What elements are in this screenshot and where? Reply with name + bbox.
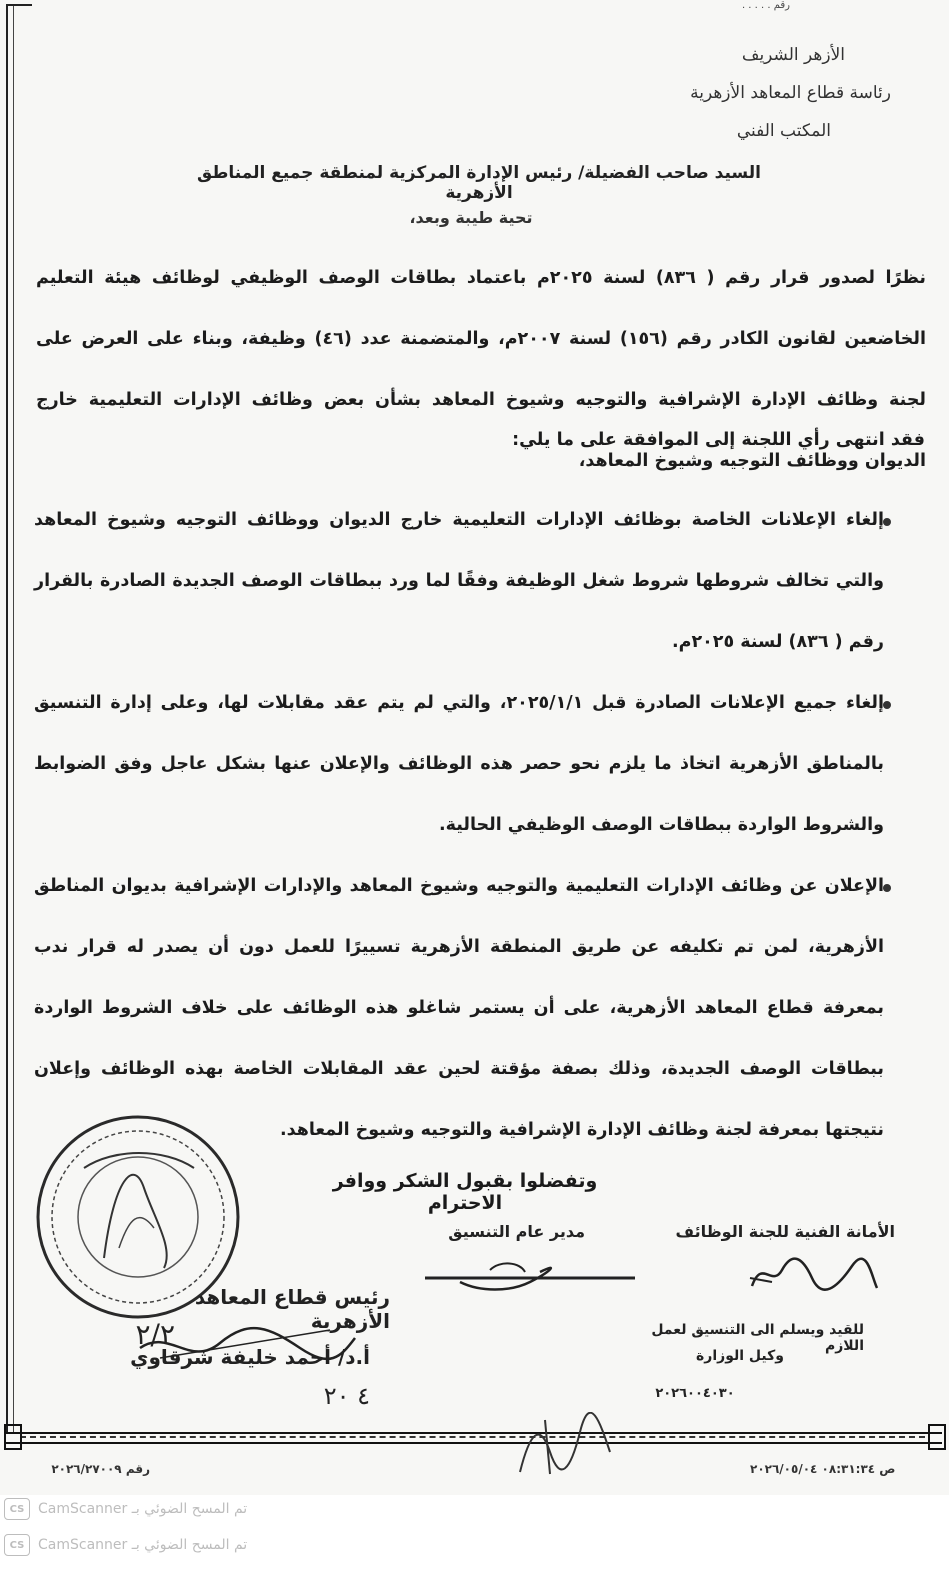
referral-note-line-1: للقيد ويسلم الى التنسيق لعمل اللازم — [651, 1322, 864, 1354]
page-border-top-tick — [6, 4, 32, 20]
camscanner-logo-icon: CS — [4, 1498, 30, 1520]
bullet-item-1: إلغاء الإعلانات الخاصة بوظائف الإدارات التعليمية خارج الديوان ووظائف التوجيه وشيوخ المعاهد والتي تخالف شروطها شروط شغل الوظيفة وفقًا لما ورد ببطاقات الوصف الجديدة الصادرة بالقرار رقم ( ٨٣٦) لسنة ٢٠٢٥م. — [34, 510, 884, 652]
referral-note-line-2: وكيل الوزارة — [696, 1348, 784, 1364]
handwritten-date-left: ٢/٢ — [135, 1318, 175, 1351]
letterhead-line-3: المكتب الفني — [736, 121, 831, 141]
intro-paragraph: نظرًا لصدور قرار رقم ( ٨٣٦) لسنة ٢٠٢٥م باعتماد بطاقات الوصف الوظيفي لوظائف هيئة التعليم الخاضعين لقانون الكادر رقم (١٥٦) لسنة ٢٠٠٧م، والمتضمنة عدد (٤٦) وظيفة، وبناء على العرض على لجنة وظائف الإدارة الإشرافية والتوجيه وشيوخ المعاهد بشأن بعض وظائف الإدارات التعليمية خارج الديوان ووظائف التوجيه وشيوخ المعاهد، — [36, 268, 926, 471]
page-border-left — [6, 4, 14, 1434]
letterhead-line-1: الأزهر الشريف — [741, 45, 845, 65]
footer-timestamp: ص ٠٨:٣١:٣٤ ٢٠٢٦/٠٥/٠٤ — [750, 1462, 896, 1476]
handwritten-number: ٤ ٢٠ — [323, 1382, 370, 1410]
camscanner-watermark-2 — [4, 1530, 304, 1560]
camscanner-text-2: تم المسح الضوئي بـ CamScanner — [38, 1537, 248, 1553]
letterhead — [631, 36, 891, 150]
coordination-director-title: مدير عام التنسيق — [448, 1222, 585, 1241]
bullet-item-2: إلغاء جميع الإعلانات الصادرة قبل ٢٠٢٥/١/١، والتي لم يتم عقد مقابلات لها، وعلى إدارة التنسيق بالمناطق الأزهرية اتخاذ ما يلزم نحو حصر هذه الوظائف والإعلان عنها بشكل عاجل وفق الضوابط والشروط الواردة ببطاقات الوصف الوظيفي الحالية. — [34, 693, 884, 835]
top-fragment-text: رقم . . . . . — [741, 0, 790, 11]
technical-secretariat-title: الأمانة الفنية للجنة الوظائف — [675, 1222, 895, 1241]
camscanner-logo-icon: CS — [4, 1534, 30, 1556]
handwritten-signature-coordination — [420, 1252, 640, 1302]
chief-title: رئيس قطاع المعاهد الأزهرية — [194, 1285, 390, 1333]
page-border-bottom-dash — [20, 1436, 925, 1438]
chief-name: أ.د/ أحمد خليفة شرقاوي — [130, 1345, 370, 1369]
conclusion-line: فقد انتهى رأي اللجنة إلى الموافقة على ما يلي: — [512, 430, 925, 450]
greeting-line: تحية طيبة وبعد، — [409, 208, 533, 227]
referral-note-date: ٢٠٢٦٠٠٤٠٣٠ — [655, 1386, 735, 1401]
camscanner-text-1: تم المسح الضوئي بـ CamScanner — [38, 1501, 248, 1517]
handwritten-signature-secretariat — [742, 1248, 882, 1298]
handwritten-initials-bottom — [500, 1412, 630, 1482]
footer-reference-number: رقم ٢٠٢٦/٢٧٠٠٩ — [51, 1462, 150, 1476]
camscanner-watermark-1 — [4, 1494, 304, 1524]
bullet-dot-1 — [883, 518, 891, 526]
letterhead-line-2: رئاسة قطاع المعاهد الأزهرية — [690, 83, 891, 103]
page-border-bottom — [6, 1432, 942, 1444]
page-border-corner-left — [4, 1424, 22, 1450]
bullet-item-3: الإعلان عن وظائف الإدارات التعليمية والتوجيه وشيوخ المعاهد والإدارات الإشرافية بديوان المناطق الأزهرية، لمن تم تكليفه عن طريق المنطقة الأزهرية تسييرًا للعمل دون أن يصدر له قرار ندب بمعرفة قطاع المعاهد الأزهرية، على أن يستمر شاغلو هذه الوظائف على خلاف الشروط الواردة ببطاقات الوصف الجديدة، وذلك بصفة مؤقتة لحين عقد المقابلات الخاصة بهذه الوظائف وإعلان نتيجتها بمعرفة لجنة وظائف الإدارة الإشرافية والتوجيه وشيوخ المعاهد. — [34, 876, 884, 1140]
bullet-dot-3 — [883, 884, 891, 892]
addressee-line: السيد صاحب الفضيلة/ رئيس الإدارة المركزية لمنطقة جميع المناطق الأزهرية — [197, 163, 761, 203]
page-border-corner-right — [928, 1424, 946, 1450]
bullet-dot-2 — [883, 701, 891, 709]
closing-line: وتفضلوا بقبول الشكر ووافر الاحترام — [332, 1170, 598, 1214]
